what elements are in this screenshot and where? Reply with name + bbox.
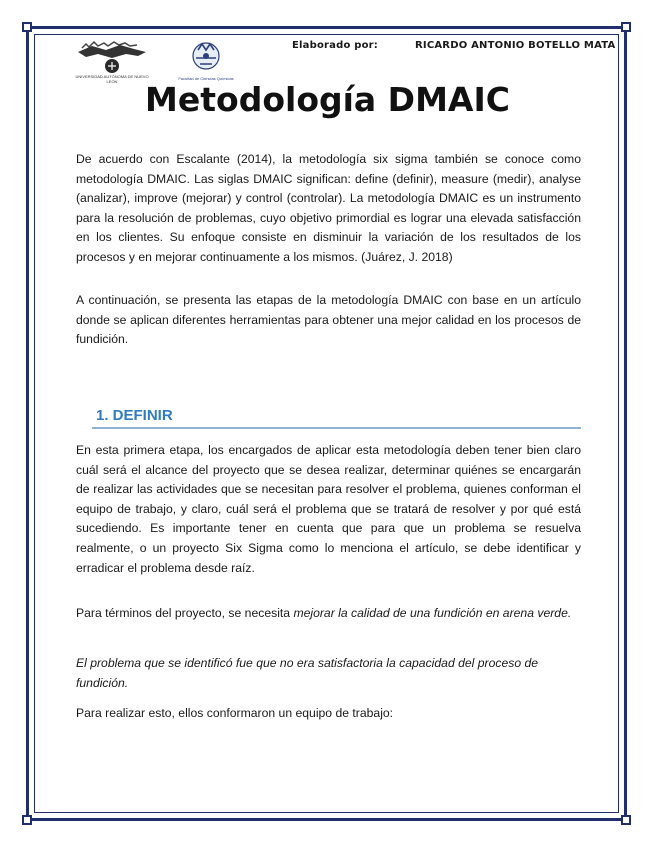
- university-logo-caption: UNIVERSIDAD AUTÓNOMA DE NUEVO LEÓN: [75, 74, 149, 84]
- definir-paragraph: En esta primera etapa, los encargados de aplicar esta metodología deben tener bien claro cuál será el alcance del proyecto que se desea realizar, determinar quiénes se encargarán de realizar las actividades que se necesitan para resolver el problema, quienes conforman el equipo de trabajo, y claro, cuál será el problema que se tratará de resolver y por qué está sucediendo. Es importante tener en cuenta que para que un problema se resuelva realmente, o un proyecto Six Sigma como lo menciona el artículo, se debe identificar y erradicar el problema desde raíz.: [76, 443, 581, 575]
- problem-paragraph: [76, 654, 581, 693]
- faculty-logo-caption: Facultad de Ciencias Químicas: [178, 76, 234, 81]
- border-corner: [22, 22, 32, 32]
- intro-paragraph: De acuerdo con Escalante (2014), la metodología six sigma también se conoce como metodología DMAIC. Las siglas DMAIC significan: define (definir), measure (medir), analyse (analizar), improve (mejorar) y control (controlar). La metodología DMAIC es un instrumento para la resolución de problemas, cuyo objetivo primordial es lograr una elevada satisfacción en los clientes. Su enfoque consiste en disminuir la variación de los resultados de los procesos y en mejorar continuamente a los mismos. (Juárez, J. 2018): [76, 152, 581, 264]
- border-corner: [22, 815, 32, 825]
- page-title: Metodología DMAIC: [145, 80, 510, 119]
- border-corner: [621, 22, 631, 32]
- terms-prefix: Para términos del proyecto, se necesita: [76, 606, 294, 620]
- intro-paragraph: A continuación, se presenta las etapas de la metodología DMAIC con base en un artículo donde se aplican diferentes herramientas para obtener una mejor calidad en los procesos de fundición.: [76, 293, 581, 347]
- border-corner: [621, 815, 631, 825]
- terms-paragraph: [76, 604, 581, 624]
- section-heading-definir: 1. DEFINIR: [96, 407, 173, 424]
- section-heading-rule: [92, 427, 581, 429]
- elaborado-label: Elaborado por:: [292, 40, 378, 51]
- team-paragraph: Para realizar esto, ellos conformaron un equipo de trabajo:: [76, 706, 394, 720]
- author-name: RICARDO ANTONIO BOTELLO MATA: [415, 40, 616, 51]
- problem-italic: El problema que se identificó fue que no era satisfactoria la capacidad del proceso de fundición.: [76, 656, 539, 690]
- terms-italic: mejorar la calidad de una fundición en arena verde.: [293, 606, 572, 620]
